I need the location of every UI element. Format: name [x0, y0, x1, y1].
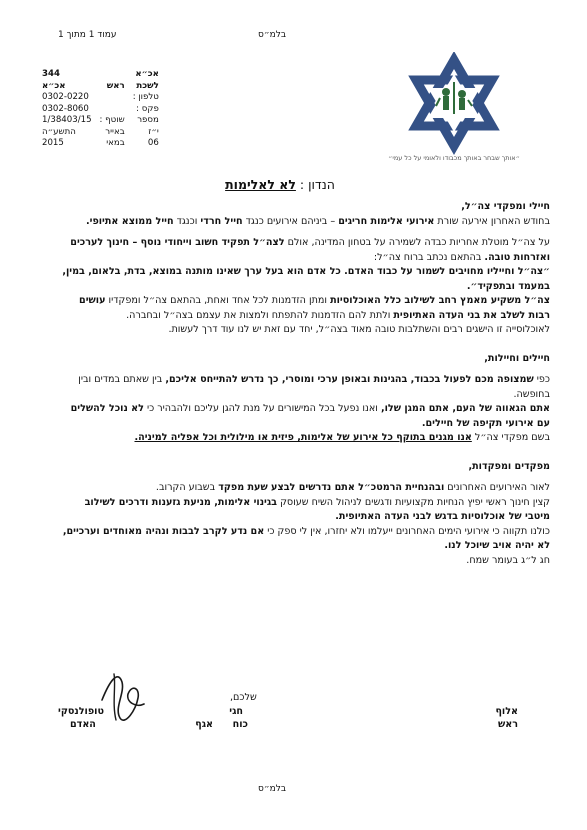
classification-header: בלמ״ס	[258, 30, 287, 40]
paragraph-holiday: חג ל״ג בעומר שמח.	[466, 554, 550, 566]
address-cell: טלפון :	[132, 92, 159, 102]
subject-label: הנדון :	[299, 177, 335, 192]
text-span: על צה״ל מוטלת אחריות כבדה לשמירה על בטחון המדינה, אולם	[284, 237, 550, 248]
text-span: ומתן הזדמנות לכל אחד ואחת, בהתאם צה״ל ומפקדיו	[105, 295, 331, 306]
text-span: לאור האירועים האחרונים	[444, 482, 550, 493]
address-row	[38, 69, 163, 81]
paragraph-briefing	[62, 481, 550, 496]
address-cell	[96, 104, 129, 116]
sig-last-name: טופולנסקי	[58, 706, 104, 717]
address-cell: מספר	[137, 115, 159, 125]
address-cell: 0302-8060	[42, 103, 89, 114]
bold-span: חייל ממוצא אתיופי.	[85, 215, 174, 227]
paragraph-condemn	[62, 431, 550, 446]
quote-idf-spirit	[62, 265, 550, 294]
text-span: ואנו נפעל בכל המישורים על מנת להגן עליכם ולהבהיר כי	[143, 403, 381, 414]
address-cell	[96, 69, 129, 81]
paragraph-responsibility	[62, 236, 550, 265]
sig-title: ראש	[497, 719, 518, 730]
address-cell: ראש	[106, 80, 125, 91]
address-row	[38, 92, 163, 104]
address-cell: 06	[147, 138, 159, 148]
address-row	[38, 81, 163, 93]
star-of-david-emblem-icon	[374, 52, 534, 172]
underlined-bold-span: אנו מגנים בתוקף כל אירוע של אלימות, פיזית או מילולית וכל אפליה למיניה.	[134, 432, 472, 443]
text-span: ולתת להם הזדמנות להתפתח ולמצות את עצמם בצה״ל ובחברה.	[126, 309, 394, 321]
bold-span: אירועי אלימות חריגים	[338, 215, 435, 227]
page-indicator: עמוד 1 מתוך 1	[58, 30, 117, 40]
sig-branch: אגף	[195, 719, 213, 730]
bold-span: חייל חרדי	[200, 215, 243, 227]
address-cell: שוטף :	[99, 115, 125, 125]
letter-body	[62, 200, 550, 568]
address-row	[38, 127, 163, 139]
idf-manpower-logo	[374, 52, 534, 172]
paragraph-achievements: לאוכלוסייה זו הישגים רבים והשתלבות טובה מאוד בצה״ל, יחד עם זאת יש לנו עוד דרך לעשות.	[168, 324, 550, 335]
text-span: בחודש האחרון אירעה שורת	[434, 215, 550, 227]
text-span: בשבוע הקרוב.	[155, 482, 219, 493]
address-row	[38, 138, 163, 150]
bold-span: צה״ל משקיע מאמץ רחב לשילוב כלל האוכלוסיות	[330, 295, 550, 306]
bold-span: שמצופה מכם לפעול בכבוד, בהגינות ובאופן ערכי ומוסרי, כך נדרש להתייחס אליכם,	[165, 374, 534, 385]
sig-manpower: כוח	[232, 719, 248, 730]
paragraph-hope	[62, 525, 550, 554]
address-row	[38, 104, 163, 116]
text-span: בשם מפקדי צה״ל	[471, 432, 550, 443]
sig-rank: אלוף	[495, 706, 518, 717]
sig-first-name: חגי	[229, 706, 243, 717]
bold-span: אם נדע לקרב לבבות ונהיה מאוחדים וערכיים, לא יהיה אויב שיוכל לנו.	[62, 525, 550, 551]
greeting-soldiers-commanders: חיילי ומפקדי צה״ל,	[461, 201, 550, 212]
address-block	[38, 69, 248, 150]
address-cell: י״ז	[148, 126, 159, 137]
address-cell: 1/38403/15	[42, 115, 92, 125]
sig-adam: האדם	[70, 719, 96, 730]
text-span: קצין חינוך ראשי יפיץ הנחיות מקצועיות ודגשים לניהול השיח שעוסק	[277, 496, 550, 508]
address-cell: התשע״ה	[42, 126, 76, 137]
signature-scribble-icon	[92, 660, 152, 730]
paragraph-respect	[62, 373, 550, 402]
address-cell: אכ״א	[42, 80, 66, 91]
text-span: בין שאתם במדים ובין בחופשה.	[78, 374, 550, 400]
text-span: – ביניהם אירועים כנגד	[242, 215, 339, 227]
address-row	[38, 115, 163, 127]
bold-span: ובהנחיית הרמטכ״ל אתם נדרשים לבצע שעת מפקד	[218, 482, 445, 493]
paragraph-integration	[62, 294, 550, 323]
handwritten-signature	[92, 660, 152, 730]
address-cell: פקס :	[136, 103, 159, 114]
logo-caption: ״אותך שבחר באותך מכבודו ולאומי על כל עמי״	[388, 154, 520, 162]
address-cell	[96, 92, 129, 104]
greeting-commanders: מפקדים ומפקדות,	[468, 460, 550, 472]
bold-span: ״צה״ל וחייליו מחויבים לשמור על כבוד האדם. כל אדם הוא בעל ערך שאינו מותנה במוצא, בדת, בלאום, במין, במעמד ובתפקיד״.	[62, 266, 550, 292]
bold-span: לא נוכל להשלים עם אירועי תקיפה של חיילים.	[70, 403, 550, 429]
address-table	[38, 69, 163, 150]
address-cell: באייר	[105, 126, 125, 137]
text-span: בהתאם נכתב ברוח צה״ל:	[373, 251, 485, 263]
paragraph-recent-events	[62, 215, 550, 230]
bold-span: אתם הגאווה של העם, אתם המגן שלו,	[380, 403, 550, 414]
text-span: וכנגד	[173, 215, 201, 227]
address-cell: 2015	[42, 138, 64, 148]
bold-span: לצה״ל תפקיד חשוב וייחודי נוסף – חינוך לערכים ואזרחות טובה.	[70, 237, 550, 263]
text-span: כולנו תקווה כי אירועי הימים האחרונים ייעלמו ולא יחזרו, אין לי ספק כי	[264, 525, 550, 537]
address-cell: במאי	[106, 138, 125, 148]
paragraph-pride	[62, 402, 550, 431]
text-span: כפי	[533, 374, 550, 385]
subject-line	[180, 177, 380, 192]
bold-span: בגינוי אלימות, מניעת גזענות ודרכים לשילוב מיטבי של אוכלוסיות בדגש לבני העדה האתיופית.	[84, 496, 550, 522]
address-cell: 0302-0220	[42, 92, 89, 102]
classification-footer: בלמ״ס	[258, 784, 287, 794]
address-cell: 344	[42, 69, 60, 79]
closing-text: שלכם,	[230, 692, 257, 703]
subject-value: לא לאלימות	[225, 177, 296, 192]
address-cell: אכ״א	[135, 69, 159, 79]
paragraph-education-officer	[62, 496, 550, 525]
greeting-soldiers: חיילים וחיילות,	[484, 352, 550, 364]
bold-span: עושים רבות לשלב את בני העדה האתיופית	[79, 295, 550, 321]
address-cell: לשכת	[136, 80, 159, 91]
